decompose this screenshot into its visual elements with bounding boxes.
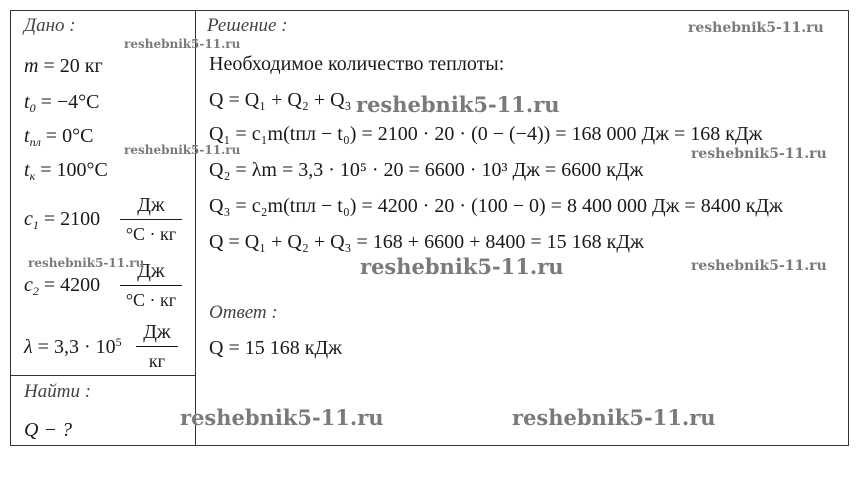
given-header: Дано : <box>24 15 76 36</box>
watermark: reshebnik5-11.ru <box>28 256 145 270</box>
watermark: reshebnik5-11.ru <box>691 146 827 162</box>
equation-q3: Q₃ = c₂m(tпл − t₀) = 4200 · 20 · (100 − 0) = 8 400 000 Дж = 8400 кДж <box>209 195 783 217</box>
lambda-unit-fraction: Дж кг <box>136 320 178 373</box>
watermark: reshebnik5-11.ru <box>180 405 384 430</box>
watermark: reshebnik5-11.ru <box>691 258 827 274</box>
solution-header: Решение : <box>207 15 288 36</box>
given-lambda: $\lambda = 3,3 \cdot 10^5$ <box>24 335 122 358</box>
c1-unit-fraction: Дж °C · кг <box>120 193 182 246</box>
given-mass: m = 20 кг <box>24 55 103 77</box>
given-c2: $c_2 = 4200$ <box>24 274 101 298</box>
watermark: reshebnik5-11.ru <box>360 254 564 279</box>
watermark: reshebnik5-11.ru <box>512 405 716 430</box>
equation-q2: Q₂ = λm = 3,3 · 10⁵ · 20 = 6600 · 10³ Дж = 6600 кДж <box>209 159 644 181</box>
answer-value: Q = 15 168 кДж <box>209 337 342 359</box>
given-initial-temp: $t_0 = -4^\circ C$ <box>24 91 100 115</box>
equation-sum: Q = Q₁ + Q₂ + Q₃ <box>209 89 352 111</box>
find-unknown: Q − ? <box>24 419 72 441</box>
watermark: reshebnik5-11.ru <box>124 37 241 51</box>
watermark: reshebnik5-11.ru <box>356 92 560 117</box>
given-melting-temp: $t_{пл} = 0^\circ C$ <box>24 125 94 149</box>
given-c1: $c_1 = 2100$ <box>24 208 101 232</box>
watermark: reshebnik5-11.ru <box>124 143 241 157</box>
find-header: Найти : <box>24 381 92 402</box>
given-find-divider <box>10 375 196 376</box>
equation-total: Q = Q₁ + Q₂ + Q₃ = 168 + 6600 + 8400 = 15 168 кДж <box>209 231 644 253</box>
column-divider <box>195 10 196 446</box>
watermark: reshebnik5-11.ru <box>688 20 824 36</box>
equation-q1: Q₁ = c₁m(tпл − t₀) = 2100 · 20 · (0 − (−4)) = 168 000 Дж = 168 кДж <box>209 123 763 145</box>
c2-unit-fraction: Дж °C · кг <box>120 259 182 312</box>
solution-intro: Необходимое количество теплоты: <box>209 53 505 75</box>
answer-header: Ответ : <box>209 302 278 323</box>
given-final-temp: $t_к = 100^\circ C$ <box>24 159 108 183</box>
